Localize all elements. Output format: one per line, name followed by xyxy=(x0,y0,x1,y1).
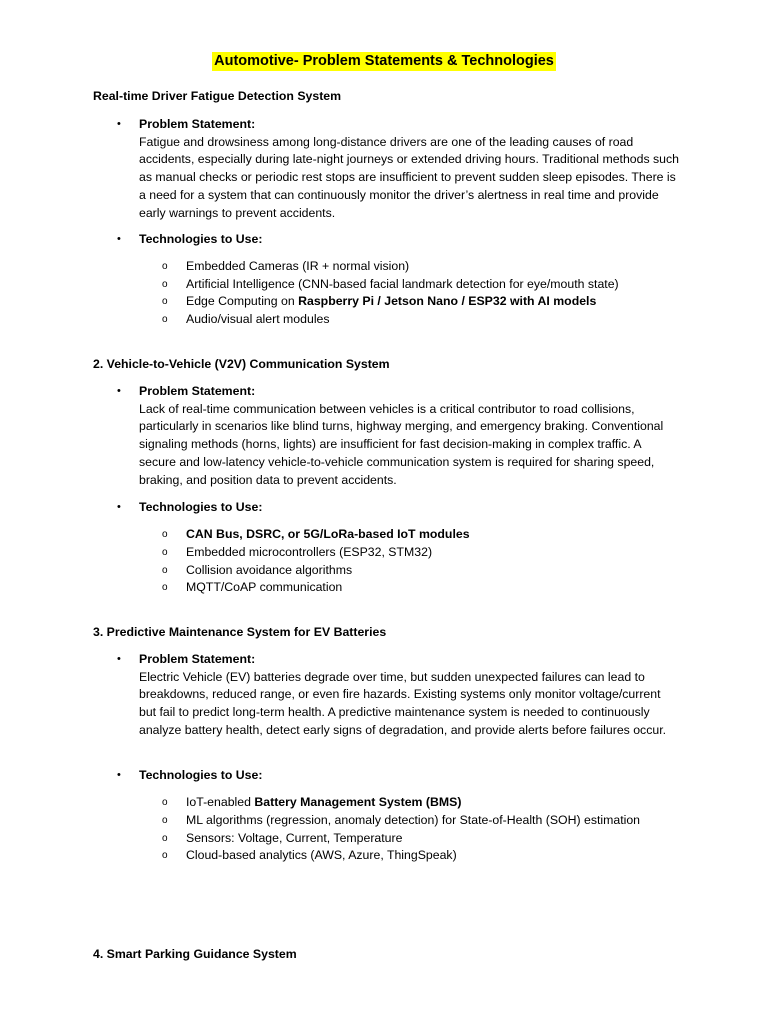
bullet-glyph: • xyxy=(117,769,121,781)
problem-label: Problem Statement: xyxy=(139,117,256,131)
sub-bullet-glyph: o xyxy=(162,815,168,826)
tech-item: CAN Bus, DSRC, or 5G/LoRa-based IoT modules xyxy=(186,527,470,541)
bullet-glyph: • xyxy=(117,501,121,513)
problem-label: Problem Statement: xyxy=(139,652,256,666)
problem-text: Fatigue and drowsiness among long-distance drivers are one of the leading causes of road accidents, especially during late-night journeys or extended driving hours. Traditional methods such as manual checks or periodic rest stops are insufficient to prevent sudden sleep episodes. There is a need for a system that can continuously monitor the driver’s alertness in real time and provide early warnings to prevent accidents. xyxy=(139,134,680,220)
bullet-glyph: • xyxy=(117,385,121,397)
sub-bullet-glyph: o xyxy=(162,565,168,576)
bullet-glyph: • xyxy=(117,233,121,245)
sub-bullet-glyph: o xyxy=(162,797,168,808)
tech-item: Embedded Cameras (IR + normal vision) xyxy=(186,259,410,273)
technologies-label xyxy=(139,499,679,517)
sub-bullet-glyph: o xyxy=(162,833,168,844)
section-heading: Real-time Driver Fatigue Detection System xyxy=(93,89,342,103)
tech-item: Sensors: Voltage, Current, Temperature xyxy=(186,831,403,845)
page-title: Automotive- Problem Statements & Technologies xyxy=(214,53,554,69)
tech-item: Audio/visual alert modules xyxy=(186,312,330,326)
problem-statement xyxy=(139,116,679,222)
section-heading: 2. Vehicle-to-Vehicle (V2V) Communication System xyxy=(93,357,390,371)
technologies-label xyxy=(139,231,679,249)
bullet-glyph: • xyxy=(117,118,121,130)
problem-statement xyxy=(139,651,679,740)
sub-bullet-glyph: o xyxy=(162,850,168,861)
sub-bullet-glyph: o xyxy=(162,279,168,290)
tech-item: Cloud-based analytics (AWS, Azure, ThingSpeak) xyxy=(186,848,457,862)
sub-bullet-glyph: o xyxy=(162,261,168,272)
problem-text: Electric Vehicle (EV) batteries degrade over time, but sudden unexpected failures can lead to breakdowns, reduced range, or even fire hazards. Existing systems only monitor voltage/current but fail to predict long-term health. A predictive maintenance system is needed to continuously analyze battery health, detect early signs of degradation, and provide alerts before failures occur. xyxy=(139,669,667,737)
technologies-label xyxy=(139,767,679,785)
tech-label: Technologies to Use: xyxy=(139,768,263,782)
problem-statement xyxy=(139,383,679,489)
section-heading: 3. Predictive Maintenance System for EV Batteries xyxy=(93,625,387,639)
tech-item: Collision avoidance algorithms xyxy=(186,563,353,577)
tech-item: Embedded microcontrollers (ESP32, STM32) xyxy=(186,545,433,559)
problem-text: Lack of real-time communication between vehicles is a critical contributor to road collisions, particularly in scenarios like blind turns, highway merging, and emergency braking. Conventional signaling methods (horns, lights) are insufficient for fast decision-making in complex traffic. A secure and low-latency vehicle-to-vehicle communication system is required for sharing speed, braking, and position data to prevent accidents. xyxy=(139,401,664,487)
tech-item: IoT-enabled Battery Management System (BMS) xyxy=(186,795,462,809)
bullet-glyph: • xyxy=(117,653,121,665)
tech-item: Artificial Intelligence (CNN-based facial landmark detection for eye/mouth state) xyxy=(186,277,619,291)
title-block xyxy=(0,52,768,71)
tech-label: Technologies to Use: xyxy=(139,232,263,246)
sub-bullet-glyph: o xyxy=(162,296,168,307)
tech-item: Edge Computing on Raspberry Pi / Jetson Nano / ESP32 with AI models xyxy=(186,294,597,308)
problem-label: Problem Statement: xyxy=(139,384,256,398)
tech-item: ML algorithms (regression, anomaly detection) for State-of-Health (SOH) estimation xyxy=(186,813,641,827)
section-heading: 4. Smart Parking Guidance System xyxy=(93,947,297,961)
tech-label: Technologies to Use: xyxy=(139,500,263,514)
sub-bullet-glyph: o xyxy=(162,314,168,325)
sub-bullet-glyph: o xyxy=(162,582,168,593)
tech-item: MQTT/CoAP communication xyxy=(186,580,343,594)
sub-bullet-glyph: o xyxy=(162,547,168,558)
sub-bullet-glyph: o xyxy=(162,529,168,540)
